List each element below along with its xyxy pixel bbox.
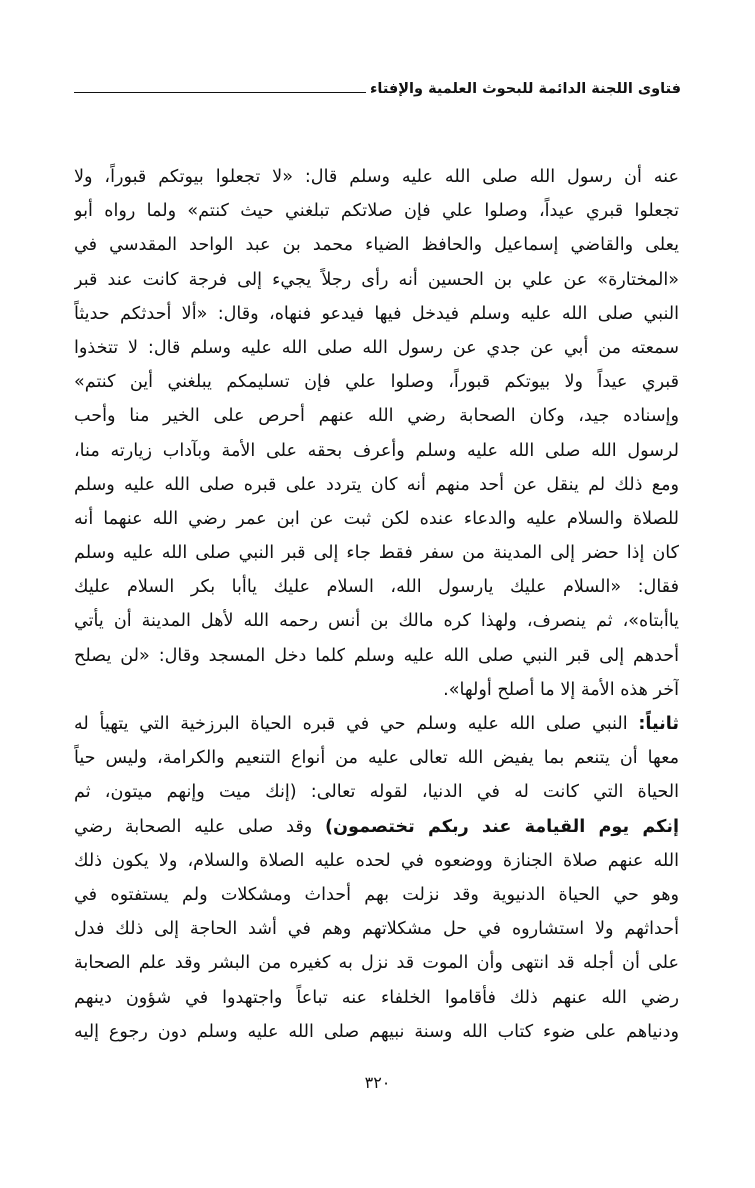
text-line: كان إذا حضر إلى المدينة من سفر فقط جاء إلى قبر النبي صلى الله عليه وسلم <box>74 543 679 564</box>
text-line: وهو حي الحياة الدنيوية وقد نزلت بهم أحداث ومشكلات ولم يستفتوه في <box>74 884 679 905</box>
text-line: آخر هذه الأمة إلا ما أصلح أولها». <box>443 679 679 700</box>
text-line: النبي صلى الله عليه وسلم فيدخل فيها فيدعو فنهاه، وقال: «ألا أحدثكم حديثاً <box>74 303 679 324</box>
second-paragraph-first-line <box>74 707 679 741</box>
running-header <box>74 74 681 98</box>
running-header-title: فتاوى اللجنة الدائمة للبحوث العلمية والإفتاء <box>369 81 681 97</box>
body-text <box>74 160 679 1049</box>
text-line: على أن أجله قد انتهى وأن الموت قد نزل به كغيره من البشر وقد علم الصحابة <box>74 953 679 974</box>
text-line: يعلى والقاضي إسماعيل والحافظ الضياء محمد بن عبد الواحد المقدسي في <box>74 235 679 256</box>
text-line: تجعلوا قبري عيداً، وصلوا علي فإن صلاتكم تبلغني حيث كنتم» ولما رواه أبو <box>74 201 679 222</box>
page-number: ٣٢٠ <box>364 1073 391 1092</box>
text-line: ياأبتاه»، ثم ينصرف، ولهذا كره مالك بن أنس رحمه الله لأهل المدينة أن يأتي <box>74 611 679 632</box>
text-line: وإسناده جيد، وكان الصحابة رضي الله عنهم أحرص على الخير منا وأحب <box>74 406 679 427</box>
text-line: ودنياهم على ضوء كتاب الله وسنة نبيهم صلى الله عليه وسلم دون رجوع إليه <box>74 1021 679 1042</box>
text-line: عنه أن رسول الله صلى الله عليه وسلم قال: «لا تجعلوا بيوتكم قبوراً، ولا <box>74 167 679 187</box>
text-line: «المختارة» عن علي بن الحسين أنه رأى رجلاً يجيء إلى فرجة كانت عند قبر <box>74 269 679 290</box>
text-line: للصلاة والسلام عليه والدعاء عنده لكن ثبت عن ابن عمر رضي الله عنهما أنه <box>74 508 679 529</box>
text-line: أحداثهم ولا استشاروه في حل مشكلاتهم وهم في أشد الحاجة إلى ذلك فدل <box>74 919 679 940</box>
text-line: رضي الله عنهم ذلك فأقاموا الخلفاء عنه تباعاً واجتهدوا في شؤون دينهم <box>74 987 679 1008</box>
quran-verse: إنكم يوم القيامة عند ربكم تختصمون) <box>324 816 679 837</box>
text-line: سمعته من أبي عن جدي عن رسول الله صلى الله عليه وسلم قال: لا تتخذوا <box>74 337 679 358</box>
quran-verse-line <box>74 810 679 844</box>
text-line: ومع ذلك لم ينقل عن أحد منهم أنه كان يتردد على قبره صلى الله عليه وسلم <box>74 474 679 495</box>
text-line: قبري عيداً ولا بيوتكم قبوراً، وصلوا علي فإن تسليمكم يبلغني أين كنتم» <box>74 372 679 393</box>
text-line: الحياة التي كانت له في الدنيا، لقوله تعالى: (إنك ميت وإنهم ميتون، ثم <box>74 782 679 803</box>
text-line: لرسول الله صلى الله عليه وسلم وأعرف بحقه على الأمة وبآداب زيارته منا، <box>74 440 679 461</box>
text-line: أحدهم إلى قبر النبي صلى الله عليه وسلم كلما دخل المسجد وقال: «لن يصلح <box>74 645 679 666</box>
text-span: وقد صلى عليه الصحابة رضي <box>74 816 325 837</box>
text-line: فقال: «السلام عليك يارسول الله، السلام عليك ياأبا بكر السلام عليك <box>74 577 679 598</box>
paragraph-lead-heading: ثانياً: <box>638 714 679 734</box>
text-line: معها أن يتنعم بما يفيض الله تعالى عليه من أنواع التنعيم والكرامة، وليس حياً <box>74 748 679 769</box>
text-span: النبي صلى الله عليه وسلم حي في قبره الحياة البرزخية التي يتهيأ له <box>74 714 639 734</box>
header-rule <box>74 92 366 93</box>
text-line: الله عنهم صلاة الجنازة ووضعوه في لحده عليه الصلاة والسلام، ولا يكون ذلك <box>74 850 679 871</box>
